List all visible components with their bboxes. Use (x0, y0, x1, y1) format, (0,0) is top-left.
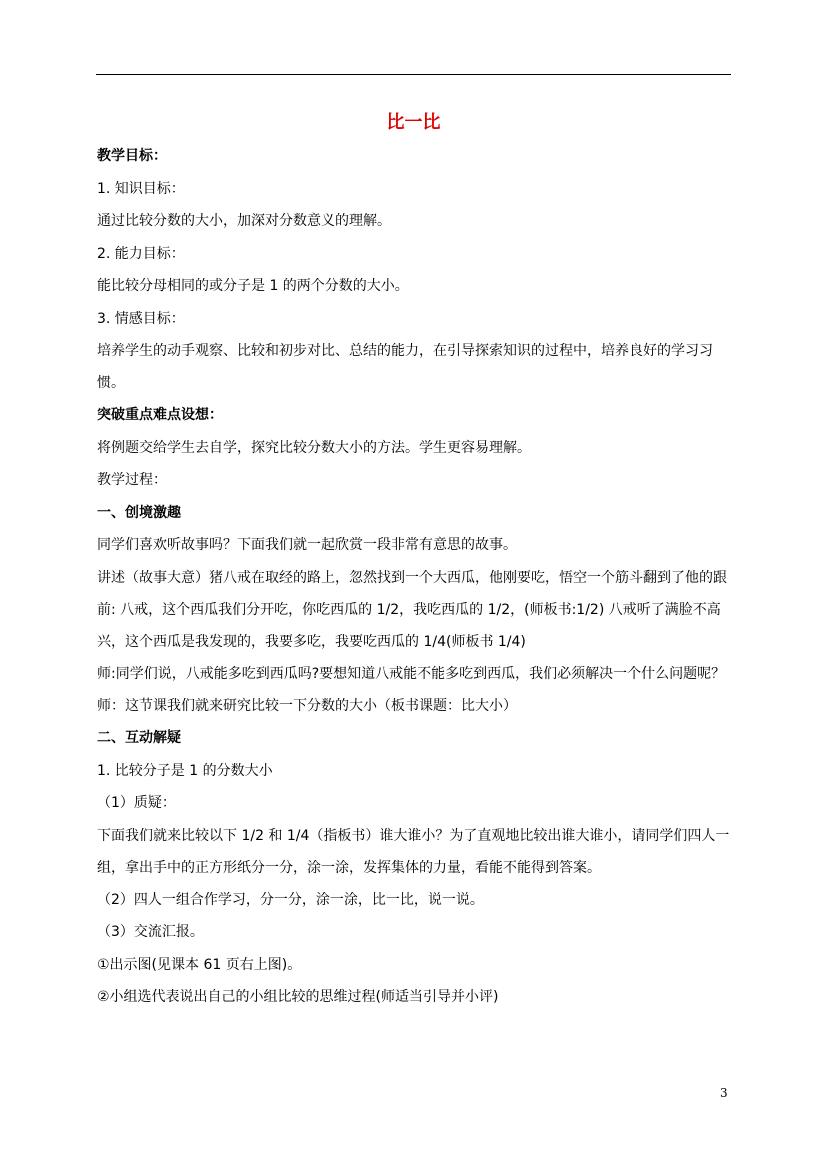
header-rule (96, 74, 731, 75)
paragraph: 教学目标： (97, 148, 167, 164)
paragraph: 下面我们就来比较以下 1/2 和 1/4（指板书）谁大谁小？为了直观地比较出谁大谁小，请同学们四人一组，拿出手中的正方形纸分一分，涂一涂，发挥集体的力量，看能不能得到答案。 (97, 827, 730, 876)
paragraph: 师:同学们说，八戒能多吃到西瓜吗?要想知道八戒能不能多吃到西瓜，我们必须解决一个什么问题呢？ (97, 665, 726, 682)
paragraph: （1）质疑： (97, 795, 176, 811)
page-title: 比一比 (386, 112, 441, 133)
paragraph: 1. 比较分子是 1 的分数大小 (97, 762, 273, 779)
paragraph: ②小组选代表说出自己的小组比较的思维过程(师适当引导并小评) (97, 989, 499, 1005)
paragraph: 3. 情感目标： (97, 310, 185, 327)
paragraph: ①出示图(见课本 61 页右上图)。 (97, 956, 302, 973)
paragraph: 能比较分母相同的或分子是 1 的两个分数的大小。 (97, 278, 409, 294)
paragraph: 同学们喜欢听故事吗？下面我们就一起欣赏一段非常有意思的故事。 (97, 537, 517, 553)
paragraph: 培养学生的动手观察、比较和初步对比、总结的能力，在引导探索知识的过程中，培养良好的学习习惯。 (97, 343, 713, 391)
paragraph: 二、互动解疑 (97, 730, 181, 746)
paragraph: （2）四人一组合作学习，分一分，涂一涂，比一比，说一说。 (97, 891, 484, 908)
paragraph: 一、创境激趣 (97, 504, 181, 521)
paragraph: 讲述（故事大意）猪八戒在取经的路上，忽然找到一个大西瓜，他刚要吃，悟空一个筋斗翻到了他的跟前: 八戒，这个西瓜我们分开吃，你吃西瓜的 1/2，我吃西瓜的 1/2，(师板书:1/2) 八戒听了满脸不高兴，这个西瓜是我发现的，我要多吃，我要吃西瓜的 1/4(师板书 1/4) (97, 569, 727, 650)
paragraph: 通过比较分数的大小，加深对分数意义的理解。 (97, 213, 391, 229)
paragraph: 师：这节课我们就来研究比较一下分数的大小（板书课题：比大小） (97, 697, 517, 714)
paragraph: 将例题交给学生去自学，探究比较分数大小的方法。学生更容易理解。 (97, 439, 531, 456)
paragraph: 2. 能力目标： (97, 245, 185, 262)
document-body (97, 146, 737, 1020)
paragraph: 突破重点难点设想： (97, 407, 223, 423)
paragraph: （3）交流汇报。 (97, 924, 204, 940)
paragraph: 1. 知识目标： (97, 180, 185, 197)
paragraph: 教学过程： (97, 472, 167, 488)
page-number: 3 (720, 1086, 728, 1100)
